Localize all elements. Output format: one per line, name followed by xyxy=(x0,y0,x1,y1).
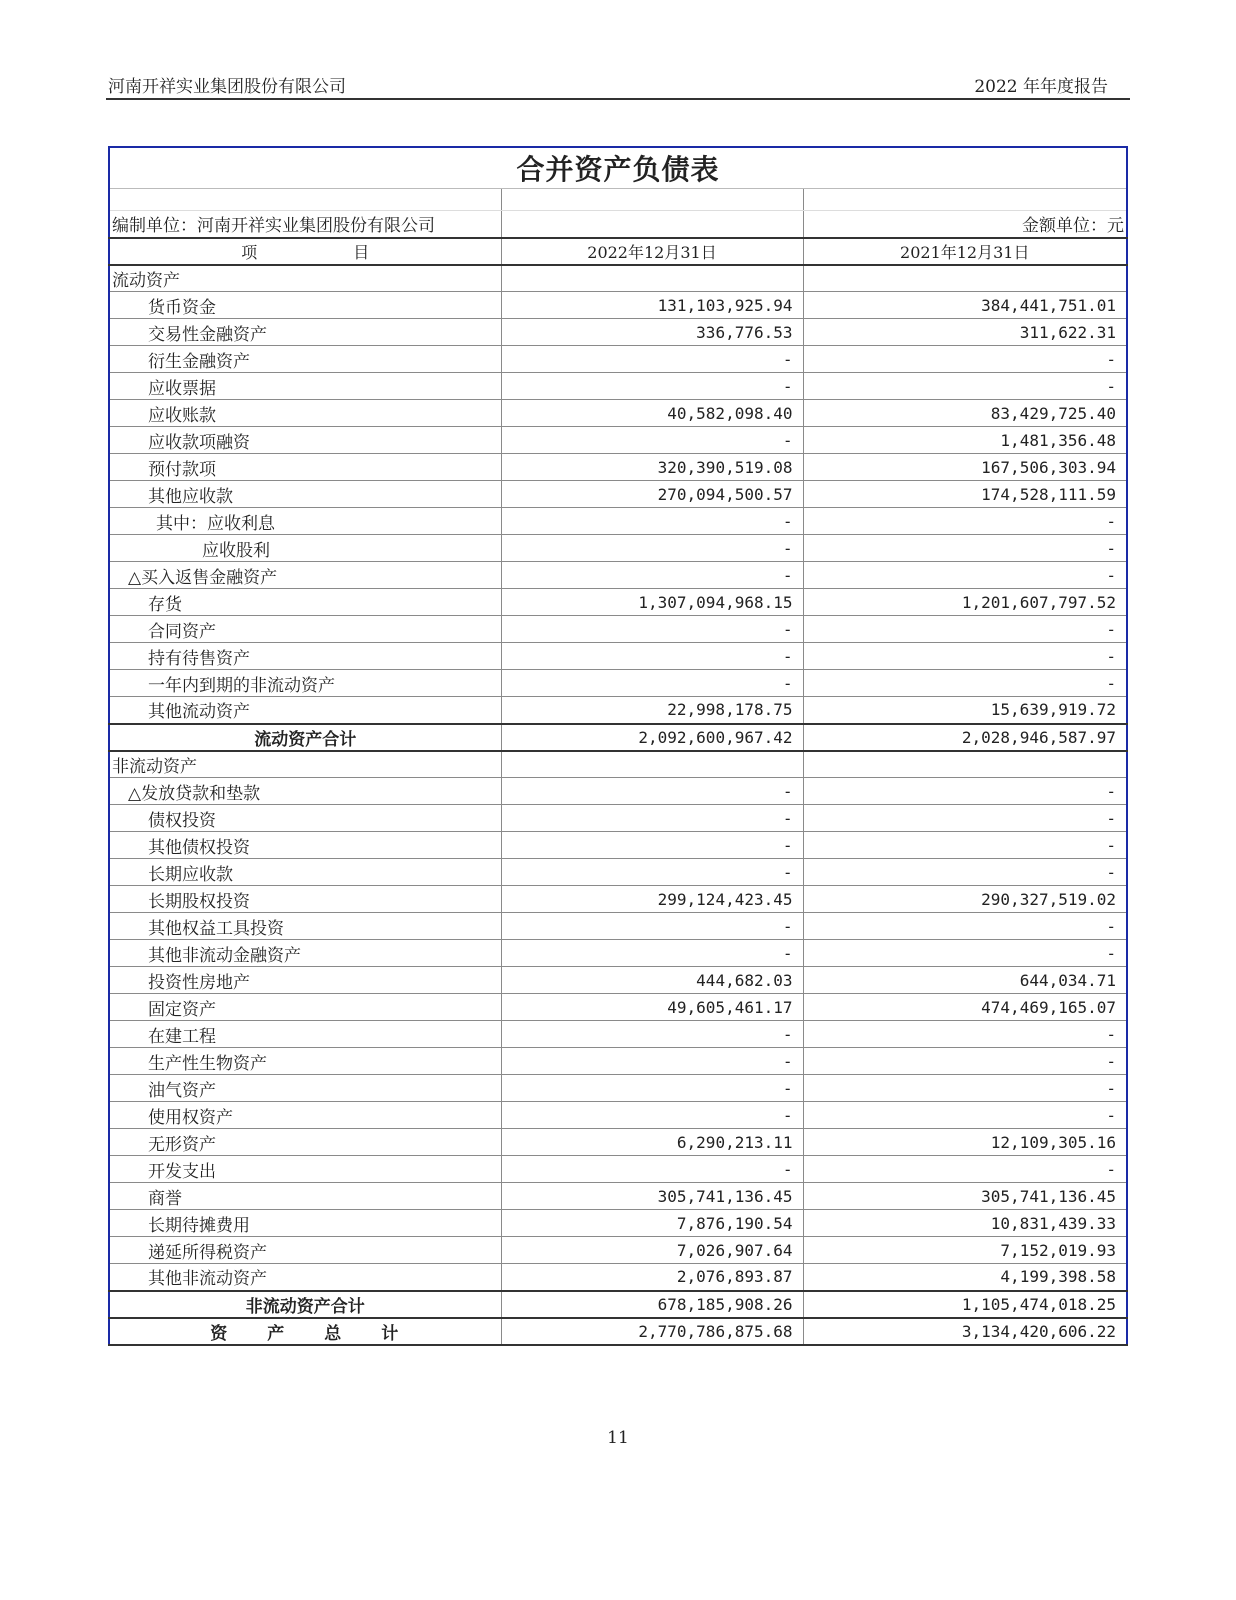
table-row xyxy=(109,481,1127,508)
value-2021: - xyxy=(803,643,1127,670)
value-2021: 311,622.31 xyxy=(803,319,1127,346)
row-label: 预付款项 xyxy=(109,454,501,481)
value-2021: 10,831,439.33 xyxy=(803,1210,1127,1237)
row-label: 使用权资产 xyxy=(109,1102,501,1129)
value-2022: - xyxy=(501,1075,803,1102)
row-label: 油气资产 xyxy=(109,1075,501,1102)
table-row xyxy=(109,1129,1127,1156)
row-label: 合同资产 xyxy=(109,616,501,643)
value-2022: 299,124,423.45 xyxy=(501,886,803,913)
table-row xyxy=(109,670,1127,697)
row-label: 应收票据 xyxy=(109,373,501,400)
table-row xyxy=(109,1210,1127,1237)
value-2021: - xyxy=(803,670,1127,697)
row-label: 衍生金融资产 xyxy=(109,346,501,373)
table-row xyxy=(109,643,1127,670)
value-2022: 7,876,190.54 xyxy=(501,1210,803,1237)
value-2022: 678,185,908.26 xyxy=(501,1291,803,1318)
value-2021: 290,327,519.02 xyxy=(803,886,1127,913)
value-2021: 3,134,420,606.22 xyxy=(803,1318,1127,1345)
row-label: 商誉 xyxy=(109,1183,501,1210)
table-row xyxy=(109,886,1127,913)
value-2022: 320,390,519.08 xyxy=(501,454,803,481)
table-row xyxy=(109,562,1127,589)
value-2022: 7,026,907.64 xyxy=(501,1237,803,1264)
row-label: △发放贷款和垫款 xyxy=(109,778,501,805)
value-2021: - xyxy=(803,859,1127,886)
row-label: 资 产 总 计 xyxy=(109,1318,501,1345)
spacer-row xyxy=(109,189,1127,211)
value-2022 xyxy=(501,751,803,778)
row-label: 应收账款 xyxy=(109,400,501,427)
value-2022: - xyxy=(501,940,803,967)
table-row xyxy=(109,751,1127,778)
value-2021: 174,528,111.59 xyxy=(803,481,1127,508)
value-2022: - xyxy=(501,805,803,832)
page-number: 11 xyxy=(607,1428,629,1448)
value-2021: 1,201,607,797.52 xyxy=(803,589,1127,616)
table-row xyxy=(109,1156,1127,1183)
value-2022: 270,094,500.57 xyxy=(501,481,803,508)
row-label: 长期股权投资 xyxy=(109,886,501,913)
value-2022: - xyxy=(501,778,803,805)
value-2021: - xyxy=(803,1156,1127,1183)
value-2021: - xyxy=(803,508,1127,535)
value-2022: - xyxy=(501,427,803,454)
value-2021: - xyxy=(803,535,1127,562)
row-label: 一年内到期的非流动资产 xyxy=(109,670,501,697)
amount-unit: 金额单位：元 xyxy=(803,211,1127,238)
value-2022: - xyxy=(501,1102,803,1129)
table-row xyxy=(109,1021,1127,1048)
table-row xyxy=(109,1291,1127,1318)
value-2021: - xyxy=(803,562,1127,589)
value-2021: 305,741,136.45 xyxy=(803,1183,1127,1210)
table-row xyxy=(109,1318,1127,1345)
value-2022: 2,076,893.87 xyxy=(501,1264,803,1291)
table-row xyxy=(109,508,1127,535)
value-2021: 83,429,725.40 xyxy=(803,400,1127,427)
row-label: 债权投资 xyxy=(109,805,501,832)
table-row xyxy=(109,1237,1127,1264)
value-2022: 444,682.03 xyxy=(501,967,803,994)
value-2021: - xyxy=(803,778,1127,805)
table-row xyxy=(109,292,1127,319)
value-2022: 6,290,213.11 xyxy=(501,1129,803,1156)
value-2021: - xyxy=(803,346,1127,373)
row-label: 生产性生物资产 xyxy=(109,1048,501,1075)
table-row xyxy=(109,589,1127,616)
value-2021: 15,639,919.72 xyxy=(803,697,1127,724)
table-row xyxy=(109,724,1127,751)
table-row xyxy=(109,1075,1127,1102)
table-row xyxy=(109,535,1127,562)
value-2021: - xyxy=(803,616,1127,643)
value-2021: 1,105,474,018.25 xyxy=(803,1291,1127,1318)
row-label: △买入返售金融资产 xyxy=(109,562,501,589)
row-label: 其中：应收利息 xyxy=(109,508,501,535)
row-label: 其他非流动资产 xyxy=(109,1264,501,1291)
row-label: 货币资金 xyxy=(109,292,501,319)
table-row xyxy=(109,940,1127,967)
row-label: 其他债权投资 xyxy=(109,832,501,859)
value-2022: - xyxy=(501,1021,803,1048)
value-2022: 336,776.53 xyxy=(501,319,803,346)
column-header-2021: 2021年12月31日 xyxy=(803,238,1127,265)
table-row xyxy=(109,1264,1127,1291)
row-label: 固定资产 xyxy=(109,994,501,1021)
row-label: 交易性金融资产 xyxy=(109,319,501,346)
value-2022: 1,307,094,968.15 xyxy=(501,589,803,616)
table-row xyxy=(109,346,1127,373)
table-row xyxy=(109,778,1127,805)
value-2021: - xyxy=(803,373,1127,400)
value-2022: 2,770,786,875.68 xyxy=(501,1318,803,1345)
table-row xyxy=(109,805,1127,832)
value-2022 xyxy=(501,265,803,292)
column-header-2022: 2022年12月31日 xyxy=(501,238,803,265)
table-row xyxy=(109,319,1127,346)
value-2022: - xyxy=(501,373,803,400)
value-2022: - xyxy=(501,535,803,562)
table-row xyxy=(109,1183,1127,1210)
value-2021: 384,441,751.01 xyxy=(803,292,1127,319)
table-row xyxy=(109,697,1127,724)
row-label: 长期应收款 xyxy=(109,859,501,886)
row-label: 开发支出 xyxy=(109,1156,501,1183)
column-header-item: 项 目 xyxy=(109,238,501,265)
table-row xyxy=(109,373,1127,400)
value-2021: 167,506,303.94 xyxy=(803,454,1127,481)
row-label: 流动资产 xyxy=(109,265,501,292)
value-2022: - xyxy=(501,832,803,859)
value-2021: - xyxy=(803,940,1127,967)
value-2022: - xyxy=(501,616,803,643)
table-row xyxy=(109,832,1127,859)
row-label: 其他非流动金融资产 xyxy=(109,940,501,967)
table-title: 合并资产负债表 xyxy=(109,147,1127,189)
value-2022: - xyxy=(501,562,803,589)
row-label: 非流动资产合计 xyxy=(109,1291,501,1318)
table-row xyxy=(109,454,1127,481)
value-2021: 644,034.71 xyxy=(803,967,1127,994)
value-2021: - xyxy=(803,1102,1127,1129)
value-2021: 7,152,019.93 xyxy=(803,1237,1127,1264)
row-label: 其他权益工具投资 xyxy=(109,913,501,940)
table-row xyxy=(109,427,1127,454)
table-row xyxy=(109,994,1127,1021)
row-label: 无形资产 xyxy=(109,1129,501,1156)
row-label: 投资性房地产 xyxy=(109,967,501,994)
value-2022: 131,103,925.94 xyxy=(501,292,803,319)
value-2022: 305,741,136.45 xyxy=(501,1183,803,1210)
header-report-title: 2022 年年度报告 xyxy=(974,77,1108,97)
value-2021: - xyxy=(803,805,1127,832)
value-2022: - xyxy=(501,643,803,670)
table-row xyxy=(109,1102,1127,1129)
row-label: 应收款项融资 xyxy=(109,427,501,454)
table-row xyxy=(109,400,1127,427)
value-2021: - xyxy=(803,913,1127,940)
header-divider xyxy=(106,98,1130,100)
balance-sheet-table xyxy=(108,146,1128,1346)
row-label: 存货 xyxy=(109,589,501,616)
value-2022: - xyxy=(501,859,803,886)
value-2021: - xyxy=(803,832,1127,859)
value-2021 xyxy=(803,751,1127,778)
row-label: 持有待售资产 xyxy=(109,643,501,670)
prepared-by: 编制单位：河南开祥实业集团股份有限公司 xyxy=(109,211,501,238)
header-company: 河南开祥实业集团股份有限公司 xyxy=(108,77,346,97)
row-label: 非流动资产 xyxy=(109,751,501,778)
value-2021: - xyxy=(803,1048,1127,1075)
value-2021: 2,028,946,587.97 xyxy=(803,724,1127,751)
column-header-row xyxy=(109,238,1127,265)
table-row xyxy=(109,967,1127,994)
value-2022: 49,605,461.17 xyxy=(501,994,803,1021)
table-row xyxy=(109,913,1127,940)
value-2022: - xyxy=(501,1156,803,1183)
table-row xyxy=(109,616,1127,643)
value-2022: - xyxy=(501,913,803,940)
table-row xyxy=(109,265,1127,292)
table-info-row xyxy=(109,211,1127,238)
value-2021: 4,199,398.58 xyxy=(803,1264,1127,1291)
value-2022: - xyxy=(501,508,803,535)
value-2022: 22,998,178.75 xyxy=(501,697,803,724)
row-label: 长期待摊费用 xyxy=(109,1210,501,1237)
row-label: 其他应收款 xyxy=(109,481,501,508)
value-2022: 40,582,098.40 xyxy=(501,400,803,427)
value-2021: 474,469,165.07 xyxy=(803,994,1127,1021)
row-label: 在建工程 xyxy=(109,1021,501,1048)
value-2021: 12,109,305.16 xyxy=(803,1129,1127,1156)
value-2022: 2,092,600,967.42 xyxy=(501,724,803,751)
table-row xyxy=(109,1048,1127,1075)
row-label: 流动资产合计 xyxy=(109,724,501,751)
row-label: 其他流动资产 xyxy=(109,697,501,724)
value-2021: 1,481,356.48 xyxy=(803,427,1127,454)
value-2021 xyxy=(803,265,1127,292)
row-label: 递延所得税资产 xyxy=(109,1237,501,1264)
table-row xyxy=(109,859,1127,886)
value-2022: - xyxy=(501,346,803,373)
value-2021: - xyxy=(803,1021,1127,1048)
table-title-row xyxy=(109,147,1127,189)
value-2022: - xyxy=(501,1048,803,1075)
row-label: 应收股利 xyxy=(109,535,501,562)
value-2022: - xyxy=(501,670,803,697)
value-2021: - xyxy=(803,1075,1127,1102)
